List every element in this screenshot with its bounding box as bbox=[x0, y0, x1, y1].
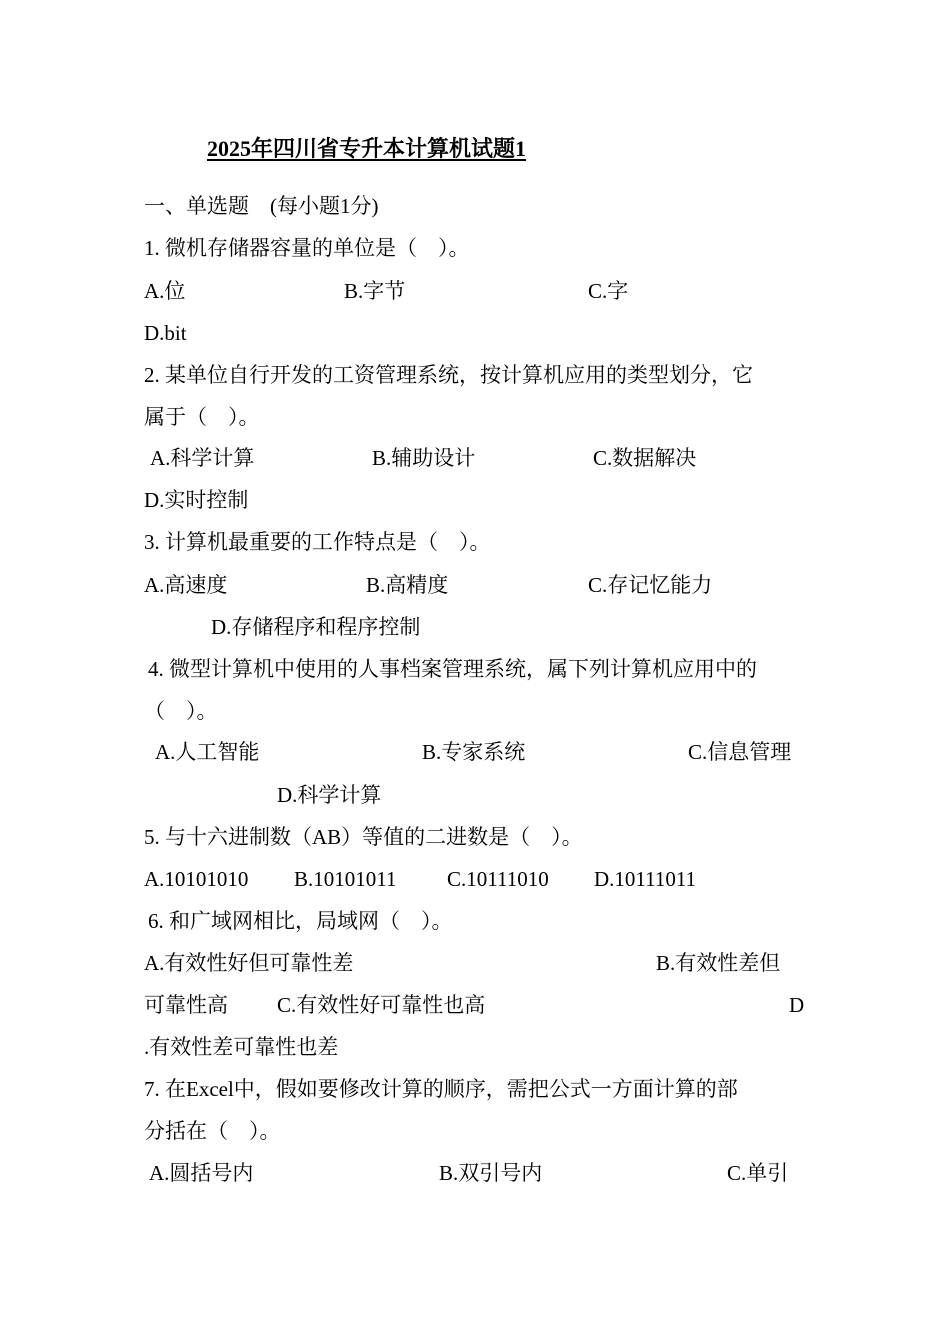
q1-option-d: D.bit bbox=[144, 321, 187, 345]
q7-option-c: C.单引 bbox=[727, 1161, 789, 1185]
question-6-stem: 6. 和广域网相比，局域网（ ）。 bbox=[148, 909, 453, 933]
q3-option-c: C.存记忆能力 bbox=[588, 573, 713, 597]
q7-option-b: B.双引号内 bbox=[439, 1161, 543, 1185]
q4-option-d: D.科学计算 bbox=[277, 783, 382, 807]
q3-option-b: B.高精度 bbox=[366, 573, 449, 597]
q7-option-a: A.圆括号内 bbox=[149, 1161, 254, 1185]
question-2-stem: 2. 某单位自行开发的工资管理系统，按计算机应用的类型划分，它 bbox=[144, 363, 753, 387]
q6-option-b: B.有效性差但 bbox=[656, 951, 781, 975]
q4-option-a: A.人工智能 bbox=[155, 740, 260, 764]
question-4-stem-cont: （ ）。 bbox=[144, 699, 218, 723]
q6-option-d: .有效性差可靠性也差 bbox=[144, 1035, 339, 1059]
q4-option-b: B.专家系统 bbox=[422, 740, 526, 764]
question-3-stem: 3. 计算机最重要的工作特点是（ ）。 bbox=[144, 530, 491, 554]
question-4-stem: 4. 微型计算机中使用的人事档案管理系统，属下列计算机应用中的 bbox=[148, 657, 757, 681]
q5-option-a: A.10101010 bbox=[144, 867, 249, 891]
section-heading: 一、单选题 (每小题1分) bbox=[144, 194, 379, 218]
q3-option-a: A.高速度 bbox=[144, 573, 228, 597]
document-title: 2025年四川省专升本计算机试题1 bbox=[207, 136, 527, 161]
q1-option-b: B.字节 bbox=[344, 279, 406, 303]
q2-option-b: B.辅助设计 bbox=[372, 446, 476, 470]
q2-option-a: A.科学计算 bbox=[150, 446, 255, 470]
question-5-stem: 5. 与十六进制数（AB）等值的二进数是（ ）。 bbox=[144, 825, 583, 849]
q5-option-c: C.10111010 bbox=[447, 867, 549, 891]
question-2-stem-cont: 属于（ ）。 bbox=[144, 405, 260, 429]
q6-option-b-cont: 可靠性高 bbox=[144, 993, 228, 1017]
q6-option-d-label: D bbox=[789, 993, 805, 1017]
question-1-stem: 1. 微机存储器容量的单位是（ ）。 bbox=[144, 236, 470, 260]
q5-option-d: D.10111011 bbox=[594, 867, 697, 891]
q6-option-c: C.有效性好可靠性也高 bbox=[277, 993, 486, 1017]
q1-option-a: A.位 bbox=[144, 279, 186, 303]
question-7-stem: 7. 在Excel中，假如要修改计算的顺序，需把公式一方面计算的部 bbox=[144, 1077, 738, 1101]
question-7-stem-cont: 分括在（ ）。 bbox=[144, 1119, 281, 1143]
q5-option-b: B.10101011 bbox=[294, 867, 397, 891]
q3-option-d: D.存储程序和程序控制 bbox=[211, 615, 421, 639]
q4-option-c: C.信息管理 bbox=[688, 740, 792, 764]
q2-option-d: D.实时控制 bbox=[144, 488, 249, 512]
q6-option-a: A.有效性好但可靠性差 bbox=[144, 951, 354, 975]
q1-option-c: C.字 bbox=[588, 279, 629, 303]
q2-option-c: C.数据解决 bbox=[593, 446, 697, 470]
